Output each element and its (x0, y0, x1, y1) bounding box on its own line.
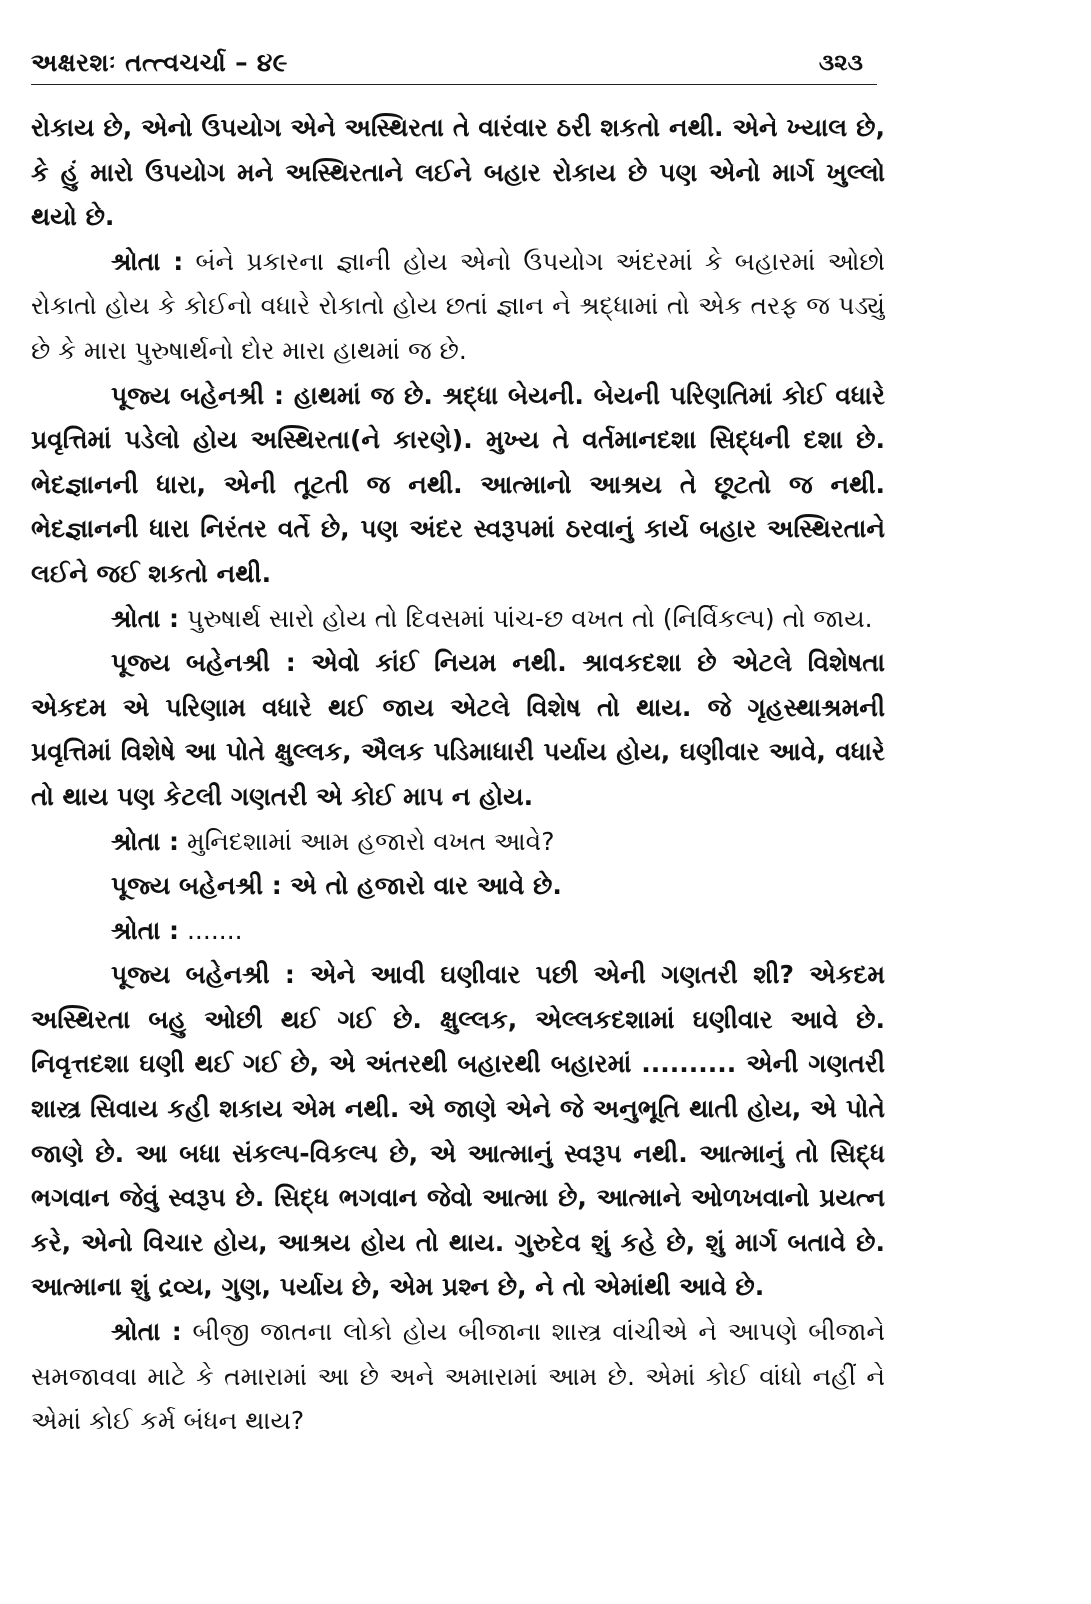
speaker-label: પૂજ્ય બહેનશ્રી : (111, 960, 295, 990)
paragraph-listener (31, 1310, 885, 1444)
speaker-label: શ્રોતા : (111, 603, 180, 633)
paragraph-text: એ તો હજારો વાર આવે છે. (281, 871, 562, 901)
paragraph-text: રોકાય છે, એનો ઉપયોગ એને અસ્થિરતા તે વારંવાર ઠરી શકતો નથી. એને ખ્યાલ છે, કે હું મારો ઉપયોગ મને અસ્થિરતાને લઈને બહાર રોકાય છે પણ એનો માર્ગ ખુલ્લો થયો છે. (31, 113, 885, 232)
speaker-label: પૂજ્ય બહેનશ્રી : (111, 871, 282, 901)
paragraph-text: એવો કાંઈ નિયમ નથી. શ્રાવકદશા છે એટલે વિશેષતા એકદમ એ પરિણામ વધારે થઈ જાય એટલે વિશેષ તો થાય. જે ગૃહસ્થાશ્રમની પ્રવૃત્તિમાં વિશેષે આ પોતે ક્ષુલ્લક, ઐલક પડિમાધારી પર્યાય હોય, ઘણીવાર આવે, વધારે તો થાય પણ કેટલી ગણતરી એ કોઈ માપ ન હોય. (31, 648, 885, 811)
speaker-label: શ્રોતા : (111, 915, 180, 945)
paragraph-text: હાથમાં જ છે. શ્રદ્ધા બેયની. બેયની પરિણતિમાં કોઈ વધારે પ્રવૃત્તિમાં પડેલો હોય અસ્થિરતા(ને કારણે). મુખ્ય તે વર્તમાનદશા સિદ્ધની દશા છે. ભેદજ્ઞાનની ધારા, એની તૂટતી જ નથી. આત્માનો આશ્રય તે છૂટતો જ નથી. ભેદજ્ઞાનની ધારા નિરંતર વર્તે છે, પણ અંદર સ્વરૂપમાં ઠરવાનું કાર્ય બહાર અસ્થિરતાને લઈને જઈ શકતો નથી. (31, 380, 885, 588)
page-number: ૩૨૩ (818, 50, 863, 76)
paragraph-listener (31, 240, 885, 374)
paragraph-listener (31, 597, 885, 642)
paragraph-text: એને આવી ઘણીવાર પછી એની ગણતરી શી? એકદમ અસ્થિરતા બહુ ઓછી થઈ ગઈ છે. ક્ષુલ્લક, એલ્લકદશામાં ઘણીવાર આવે છે. નિવૃત્તદશા ઘણી થઈ ગઈ છે, એ અંતરથી બહારથી બહારમાં .......... એની ગણતરી શાસ્ત્ર સિવાય કહી શકાય એમ નથી. એ જાણે એને જે અનુભૂતિ થાતી હોય, એ પોતે જાણે છે. આ બધા સંકલ્પ-વિકલ્પ છે, એ આત્માનું સ્વરૂપ નથી. આત્માનું તો સિદ્ધ ભગવાન જેવું સ્વરૂપ છે. સિદ્ધ ભગવાન જેવો આત્મા છે, આત્માને ઓળખવાનો પ્રયત્ન કરે, એનો વિચાર હોય, આશ્રય હોય તો થાય. ગુરુદેવ શું કહે છે, શું માર્ગ બતાવે છે. આત્માના શું દ્રવ્ય, ગુણ, પર્યાય છે, એમ પ્રશ્ન છે, ને તો એમાંથી આવે છે. (31, 960, 885, 1302)
paragraph-behenshri (31, 953, 885, 1310)
paragraph-behenshri (31, 641, 885, 819)
paragraph-text: બીજી જાતના લોકો હોય બીજાના શાસ્ત્ર વાંચીએ ને આપણે બીજાને સમજાવવા માટે કે તમારામાં આ છે અને અમારામાં આમ છે. એમાં કોઈ વાંધો નહીં ને એમાં કોઈ કર્મ બંધન થાય? (31, 1317, 885, 1436)
paragraph-behenshri (31, 374, 885, 597)
speaker-label: પૂજ્ય બહેનશ્રી : (111, 648, 296, 678)
paragraph-text: પુરુષાર્થ સારો હોય તો દિવસમાં પાંચ-છ વખત તો (નિર્વિકલ્પ) તો જાય. (179, 603, 873, 633)
paragraph-listener (31, 820, 885, 865)
paragraph-behenshri (31, 864, 885, 909)
paragraph-text: મુનિદશામાં આમ હજારો વખત આવે? (179, 826, 555, 856)
paragraph-listener (31, 909, 885, 954)
speaker-label: શ્રોતા : (111, 826, 180, 856)
paragraph-text: બંને પ્રકારના જ્ઞાની હોય એનો ઉપયોગ અંદરમાં કે બહારમાં ઓછો રોકાતો હોય કે કોઈનો વધારે રોકાતો હોય છતાં જ્ઞાન ને શ્રદ્ધામાં તો એક તરફ જ પડ્યું છે કે મારા પુરુષાર્થનો દોર મારા હાથમાં જ છે. (31, 246, 885, 365)
page-header (31, 44, 877, 85)
paragraph-continuation (31, 106, 885, 240)
speaker-label: પૂજ્ય બહેનશ્રી : (111, 380, 284, 410)
speaker-label: શ્રોતા : (111, 1317, 182, 1347)
speaker-label: શ્રોતા : (111, 246, 184, 276)
running-title: અક્ષરશઃ તત્ત્વચર્ચા – ૪૯ (31, 48, 288, 77)
page-body (31, 106, 885, 1444)
paragraph-text: ....... (179, 915, 243, 945)
